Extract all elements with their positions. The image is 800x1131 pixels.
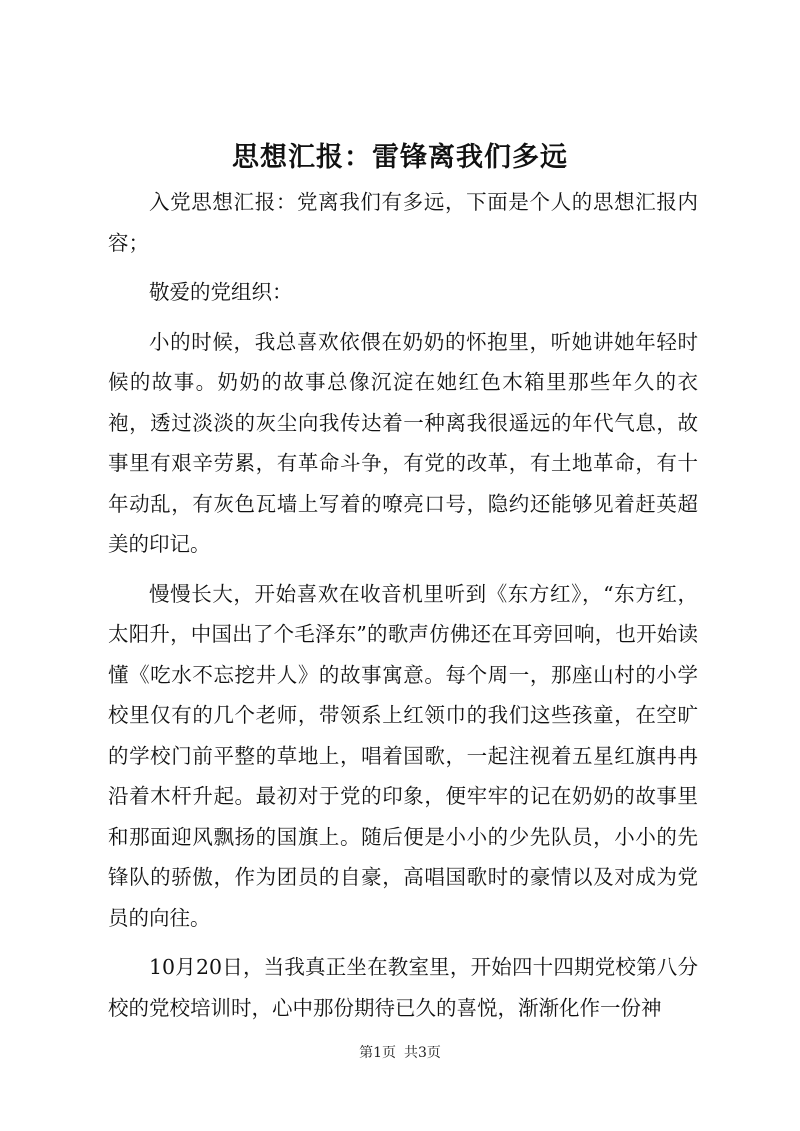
page-total: 共3页 — [404, 1045, 441, 1061]
page-number: 第1页 — [359, 1045, 396, 1061]
paragraph-growing-up: 慢慢长大，开始喜欢在收音机里听到《东方红》，“东方红，太阳升，中国出了个毛泽东”的歌声仿佛还在耳旁回响，也开始读懂《吃水不忘挖井人》的故事寓意。每个周一，那座山村的小学校里仅有的几个老师，带领系上红领巾的我们这些孩童，在空旷的学校门前平整的草地上，唱着国歌，一起注视着五星红旗冉冉沿着木杆升起。最初对于党的印象，便牢牢的记在奶奶的故事里和那面迎风飘扬的国旗上。随后便是小小的少先队员，小小的先锋队的骄傲，作为团员的自豪，高唱国歌时的豪情以及对成为党员的向往。 — [108, 581, 698, 930]
paragraph-party-school: 10月20日，当我真正坐在教室里，开始四十四期党校第八分校的党校培训时，心中那份期待已久的喜悦，渐渐化作一份神 — [108, 955, 698, 1020]
paragraph-intro: 入党思想汇报：党离我们有多远，下面是个人的思想汇报内容； — [108, 190, 698, 255]
document-body — [108, 182, 698, 1037]
page-title: 思想汇报：雷锋离我们多远 — [232, 142, 568, 173]
paragraph-salutation: 敬爱的党组织： — [149, 280, 293, 304]
page-footer — [0, 1043, 800, 1063]
paragraph-childhood: 小的时候，我总喜欢依偎在奶奶的怀抱里，听她讲她年轻时候的故事。奶奶的故事总像沉淀在她红色木箱里那些年久的衣袍，透过淡淡的灰尘向我传达着一种离我很遥远的年代气息，故事里有艰辛劳累，有革命斗争，有党的改革，有土地革命，有十年动乱，有灰色瓦墙上写着的嘹亮口号，隐约还能够见着赶英超美的印记。 — [108, 329, 698, 556]
